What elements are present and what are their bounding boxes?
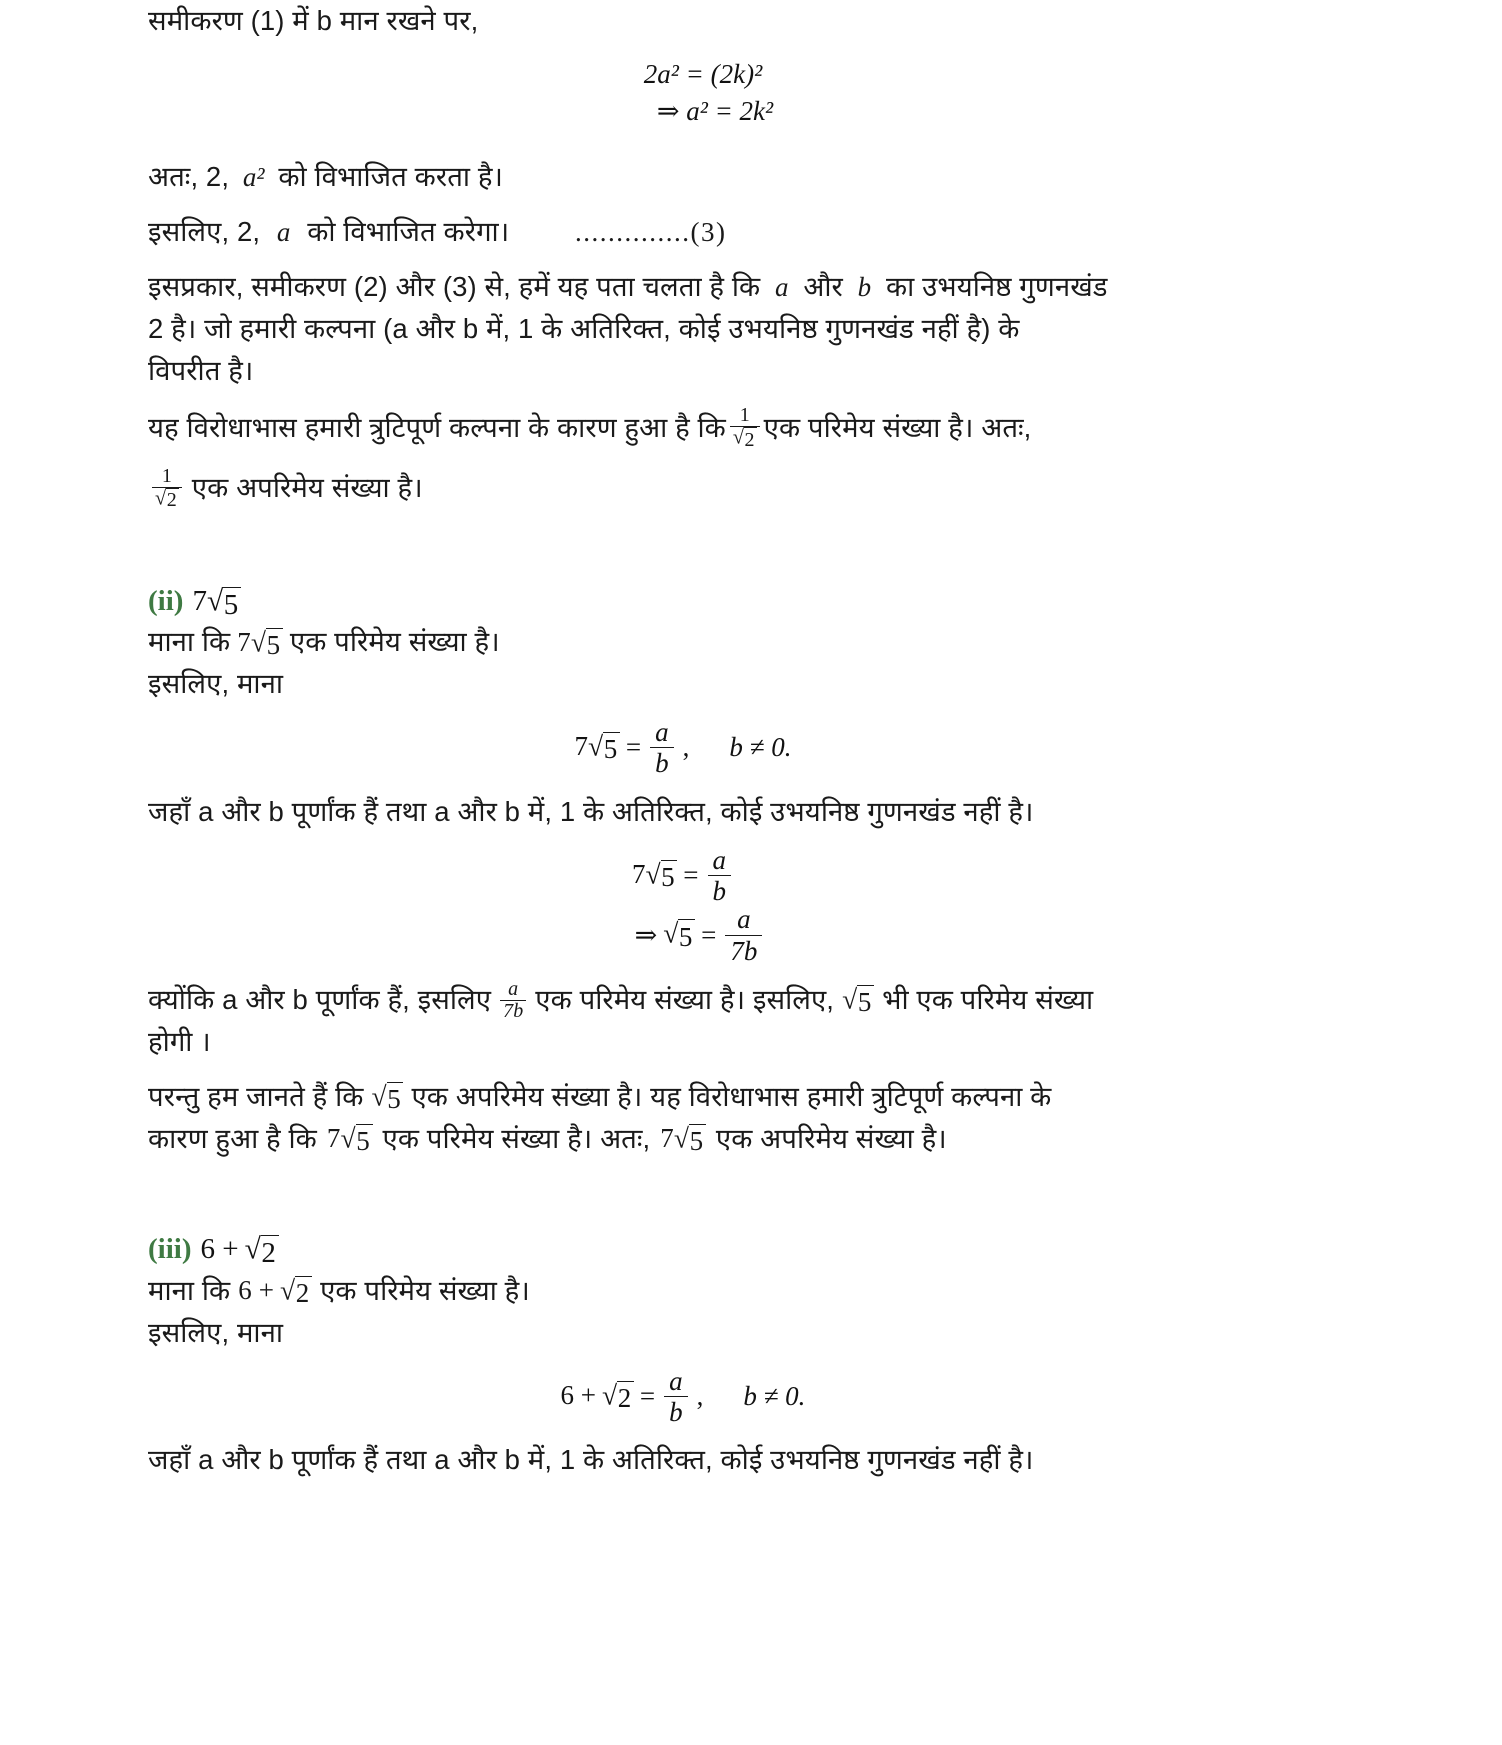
rational-ii-text-b: एक परिमेय संख्या है। इसलिए,	[535, 983, 835, 1015]
sqrt-icon: √ 5	[340, 1124, 372, 1156]
sqrt-icon: √ 5	[674, 1124, 706, 1156]
rational-ii-text-c: भी एक परिमेय संख्या	[882, 983, 1094, 1015]
paragraph-contradiction-line-2: 2 है। जो हमारी कल्पना (a और b में, 1 के अतिरिक्त, कोई उभयनिष्ठ गुणनखंड नहीं है) के	[148, 312, 1020, 344]
assume-ii-before: माना कि	[148, 626, 231, 658]
equation-7root5-equals-a-over-b-condition	[148, 718, 1218, 778]
eq-ii-restate-lhs: 7 √ 5	[632, 859, 677, 892]
line-divides-a-squared-before: अतः, 2,	[148, 160, 230, 192]
conclusion-text-c: एक अपरिमेय संख्या है।	[191, 471, 423, 503]
eq-ii-isolated-fraction	[725, 905, 762, 965]
eq-iii-condition: b ≠ 0.	[743, 1380, 806, 1411]
assume-ii-after: एक परिमेय संख्या है।	[289, 626, 500, 658]
final-ii-expr-b: 7 √ 5	[317, 1118, 383, 1159]
eq-ii-equals: =	[625, 732, 642, 763]
sqrt-icon: √ 2	[732, 426, 755, 452]
line-divides-a-after: को विभाजित करेगा।	[307, 215, 510, 247]
equation-a2	[148, 92, 1218, 130]
fraction-denominator	[730, 426, 760, 451]
sqrt-icon: √ 2	[602, 1381, 634, 1413]
paragraph-contradiction-line-3: विपरीत है।	[148, 354, 254, 386]
rational-ii-line-2: होगी ।	[148, 1025, 211, 1057]
equation-reference-3: ..............(3)	[575, 216, 727, 247]
contradiction-var-a: a	[774, 271, 789, 302]
paragraph-contradiction-line-1	[148, 266, 1218, 308]
final-ii-line-2	[148, 1118, 1218, 1160]
eq-iii-numerator: a	[669, 1365, 683, 1396]
final-ii-sqrt5-a	[363, 1076, 411, 1117]
where-line-ii: जहाँ a और b पूर्णांक हैं तथा a और b में, 1 के अतिरिक्त, कोई उभयनिष्ठ गुणनखंड नहीं है।	[148, 795, 1034, 827]
inline-fraction-numerator: a	[508, 977, 519, 1000]
eq-ii-fraction	[650, 718, 674, 778]
section-heading-ii	[148, 585, 1218, 622]
paragraph-rational-ii	[148, 978, 1218, 1063]
conclusion-line-2	[148, 451, 1218, 511]
eq-ii-restate-equals: =	[683, 859, 699, 890]
so-let-line-iii: इसलिए, माना	[148, 1316, 284, 1348]
final-ii-text-c: कारण हुआ है कि	[148, 1122, 317, 1154]
sqrt-icon: √ 2	[245, 1235, 279, 1270]
sqrt-icon: √ 2	[280, 1276, 312, 1308]
paragraph-final-ii	[148, 1076, 1218, 1160]
fraction-denominator-2	[152, 487, 182, 512]
fraction-numerator-2: 1	[161, 464, 172, 487]
eq-ii-isolated-denominator: 7b	[725, 935, 762, 965]
sqrt-icon: √ 5	[663, 919, 695, 951]
assume-iii-after: एक परिमेय संख्या है।	[320, 1274, 530, 1306]
page-content	[148, 0, 1218, 1481]
where-line-iii: जहाँ a और b पूर्णांक हैं तथा a और b में, 1 के अतिरिक्त, कोई उभयनिष्ठ गुणनखंड नहीं है।	[148, 1444, 1034, 1476]
fraction-one-over-root-two-inline-2	[152, 466, 182, 512]
eq-ii-condition: b ≠ 0.	[729, 732, 792, 763]
line-divides-a	[148, 211, 1218, 253]
sqrt-icon: √ 5	[251, 628, 283, 660]
sqrt-icon: √ 5	[588, 732, 620, 764]
eq-ii-comma: ,	[682, 732, 690, 763]
so-let-line-ii: इसलिए, माना	[148, 668, 284, 700]
fraction-numerator: 1	[739, 404, 750, 427]
eq-iii-lhs: 6 + √ 2	[561, 1380, 634, 1413]
final-ii-text-b: एक अपरिमेय संख्या है। यह विरोधाभास हमारी त्रुटिपूर्ण कल्पना के	[411, 1080, 1052, 1112]
eq-ii-denominator: b	[650, 747, 674, 777]
fraction-one-over-root-two-inline	[730, 405, 760, 451]
sqrt-icon: √ 5	[207, 587, 241, 622]
assume-line-ii	[148, 621, 1218, 663]
final-ii-expr-c: 7 √ 5	[650, 1118, 716, 1159]
section-expression-iii: 6 + √ 2	[201, 1233, 279, 1270]
contradiction-var-b: b	[857, 271, 872, 302]
sqrt-icon: √ 5	[371, 1082, 403, 1114]
eq-ii-isolated-numerator: a	[737, 904, 751, 935]
paragraph-contradiction	[148, 266, 1218, 392]
sqrt-icon: √ 2	[155, 487, 177, 512]
eq-ii-isolated-equals: =	[701, 919, 717, 950]
eq-iii-denominator: b	[664, 1396, 688, 1426]
eq-ii-isolated-arrow: ⇒	[634, 919, 658, 950]
contradiction-text-b: और	[803, 270, 843, 302]
assume-line-iii	[148, 1270, 1218, 1312]
eq-ii-isolated-lhs	[663, 918, 695, 951]
assume-iii-before: माना कि	[148, 1274, 231, 1306]
eq-iii-fraction	[664, 1367, 688, 1427]
rational-ii-sqrt5	[834, 979, 882, 1020]
contradiction-text-c: का उभयनिष्ठ गुणनखंड	[886, 270, 1108, 302]
equation-2a2	[148, 55, 1218, 93]
section-marker-iii: (iii)	[148, 1233, 192, 1266]
final-ii-line-1	[148, 1076, 1218, 1118]
sqrt-icon: √ 5	[842, 985, 874, 1017]
eq-iii-equals: =	[639, 1380, 656, 1411]
eq-ii-restate-numerator: a	[712, 844, 727, 875]
inline-fraction-denominator: 7b	[500, 1000, 526, 1022]
line-divides-a-squared-after: को विभाजित करता है।	[278, 160, 504, 192]
section-heading-iii	[148, 1233, 1218, 1270]
equation-6-plus-root2-equals-a-over-b	[148, 1367, 1218, 1427]
intro-line: समीकरण (1) में b मान रखने पर,	[148, 5, 479, 36]
paragraph-conclusion-part-one	[148, 404, 1218, 510]
eq-iii-comma: ,	[696, 1380, 704, 1411]
rational-ii-line-1	[148, 978, 1218, 1021]
final-ii-text-d: एक परिमेय संख्या है। अतः,	[382, 1122, 651, 1154]
eq-ii-numerator: a	[655, 717, 669, 748]
line-divides-a-squared-math: a²	[242, 161, 265, 192]
eq-ii-lhs: 7 √ 5	[575, 731, 620, 764]
line-divides-a-squared	[148, 156, 1218, 198]
eq-ii-restate-denominator: b	[708, 875, 732, 905]
conclusion-text-a: यह विरोधाभास हमारी त्रुटिपूर्ण कल्पना के कारण हुआ है कि	[148, 411, 726, 443]
final-ii-text-e: एक अपरिमेय संख्या है।	[715, 1122, 947, 1154]
line-divides-a-before: इसलिए, 2,	[148, 215, 261, 247]
rational-ii-text-a: क्योंकि a और b पूर्णांक हैं, इसलिए	[148, 983, 492, 1015]
sqrt-icon: √ 5	[645, 860, 677, 892]
equation-root5-equals-a-over-7b	[148, 905, 1218, 965]
final-ii-text-a: परन्तु हम जानते हैं कि	[148, 1080, 364, 1112]
eq-ii-restate-fraction	[708, 846, 732, 906]
section-marker-ii: (ii)	[148, 584, 184, 617]
assume-iii-math: 6 + √ 2	[230, 1270, 320, 1311]
line-divides-a-math: a	[276, 216, 291, 247]
fraction-a-over-7b-inline	[500, 979, 526, 1022]
equation-7root5-equals-a-over-b	[148, 846, 1218, 906]
contradiction-text-a: इसप्रकार, समीकरण (2) और (3) से, हमें यह पता चलता है कि	[148, 270, 761, 302]
section-expression-ii: 7 √ 5	[192, 585, 241, 622]
equation-2a2-text: 2a² = (2k)²	[643, 58, 763, 89]
assume-ii-math: 7 √ 5	[230, 622, 290, 663]
conclusion-text-b: एक परिमेय संख्या है। अतः,	[763, 411, 1032, 443]
conclusion-line-1	[148, 404, 1218, 450]
equation-a2-text: ⇒ a² = 2k²	[656, 96, 774, 127]
